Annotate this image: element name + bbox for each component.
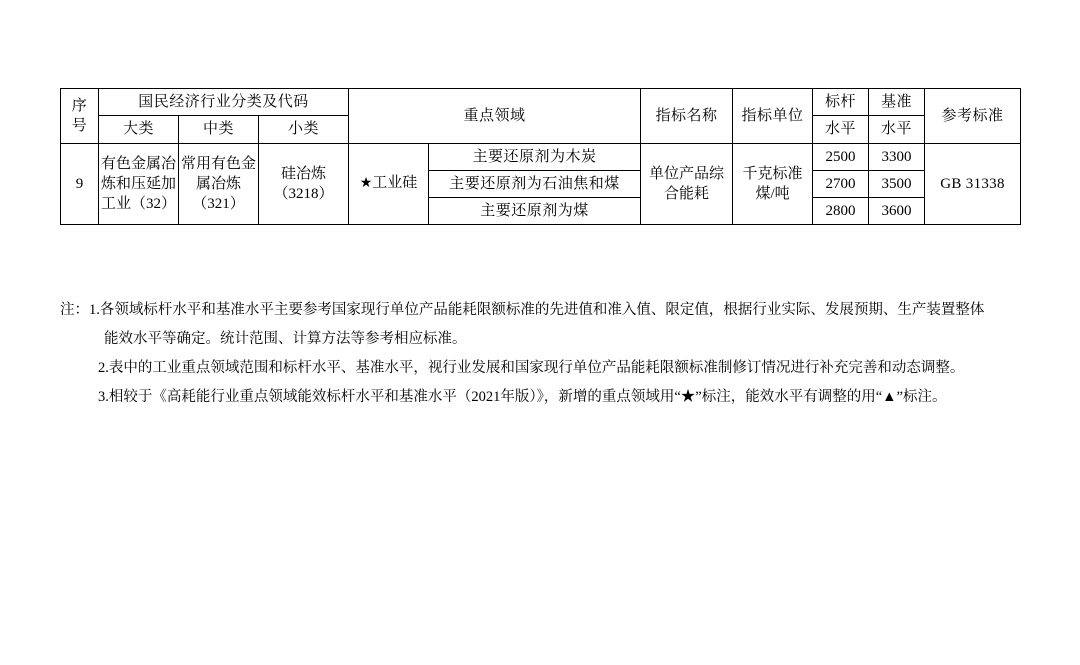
table-notes	[60, 296, 1035, 412]
cell-medium-category: 常用有色金属冶炼（321）	[179, 143, 259, 225]
cell-benchmark-value: 2800	[813, 198, 869, 225]
cell-indicator-name: 单位产品综合能耗	[641, 143, 733, 225]
cell-key-field-label: 工业硅	[372, 175, 418, 192]
cell-baseline-value: 3300	[869, 143, 925, 170]
table-header-row-1	[61, 89, 1021, 116]
cell-sub-field: 主要还原剂为煤	[429, 198, 641, 225]
cell-reference-standard: GB 31338	[925, 143, 1021, 225]
header-seq: 序 号	[61, 89, 99, 144]
note-1-line1: 各领域标杆水平和基准水平主要参考国家现行单位产品能耗限额标准的先进值和准入值、限定值，根据行业实际、发展预期、生产装置整体	[99, 302, 985, 318]
note-item-1	[60, 296, 1035, 325]
cell-baseline-value: 3600	[869, 198, 925, 225]
energy-efficiency-table	[60, 88, 1021, 225]
header-medium-category: 中类	[179, 116, 259, 143]
header-baseline-line1: 基准	[869, 89, 925, 116]
header-benchmark-line2: 水平	[813, 116, 869, 143]
header-key-field: 重点领域	[349, 89, 641, 144]
cell-key-field	[349, 143, 429, 225]
header-minor-category: 小类	[259, 116, 349, 143]
cell-benchmark-value: 2500	[813, 143, 869, 170]
cell-benchmark-value: 2700	[813, 170, 869, 197]
cell-indicator-unit: 千克标准煤/吨	[733, 143, 813, 225]
notes-label: 注：	[60, 302, 89, 318]
cell-baseline-value: 3500	[869, 170, 925, 197]
header-indicator-unit: 指标单位	[733, 89, 813, 144]
header-baseline-line2: 水平	[869, 116, 925, 143]
cell-seq: 9	[61, 143, 99, 225]
header-reference: 参考标准	[925, 89, 1021, 144]
cell-minor-category: 硅冶炼（3218）	[259, 143, 349, 225]
note-item-3	[60, 383, 1035, 412]
cell-major-category: 有色金属冶炼和压延加工业（32）	[99, 143, 179, 225]
cell-sub-field: 主要还原剂为木炭	[429, 143, 641, 170]
note-2-line1: 表中的工业重点领域范围和标杆水平、基准水平，视行业发展和国家现行单位产品能耗限额标准制修订情况进行补充完善和动态调整。	[108, 360, 965, 376]
note-1-line2: 能效水平等确定。统计范围、计算方法等参考相应标准。	[104, 331, 467, 347]
header-indicator-name: 指标名称	[641, 89, 733, 144]
note-2-number: 2.	[98, 360, 109, 376]
note-1-line2-wrap	[60, 325, 1035, 354]
header-industry-classification: 国民经济行业分类及代码	[99, 89, 349, 116]
note-3-number: 3.	[98, 389, 109, 405]
table-row	[61, 143, 1021, 170]
cell-sub-field: 主要还原剂为石油焦和煤	[429, 170, 641, 197]
note-3-line1: 相较于《高耗能行业重点领域能效标杆水平和基准水平（2021年版）》，新增的重点领域用“★”标注，能效水平有调整的用“▲”标注。	[108, 389, 947, 405]
header-benchmark-line1: 标杆	[813, 89, 869, 116]
new-field-star-icon: ★	[359, 176, 373, 192]
header-major-category: 大类	[99, 116, 179, 143]
note-item-2	[60, 354, 1035, 383]
note-1-number: 1.	[89, 302, 100, 318]
